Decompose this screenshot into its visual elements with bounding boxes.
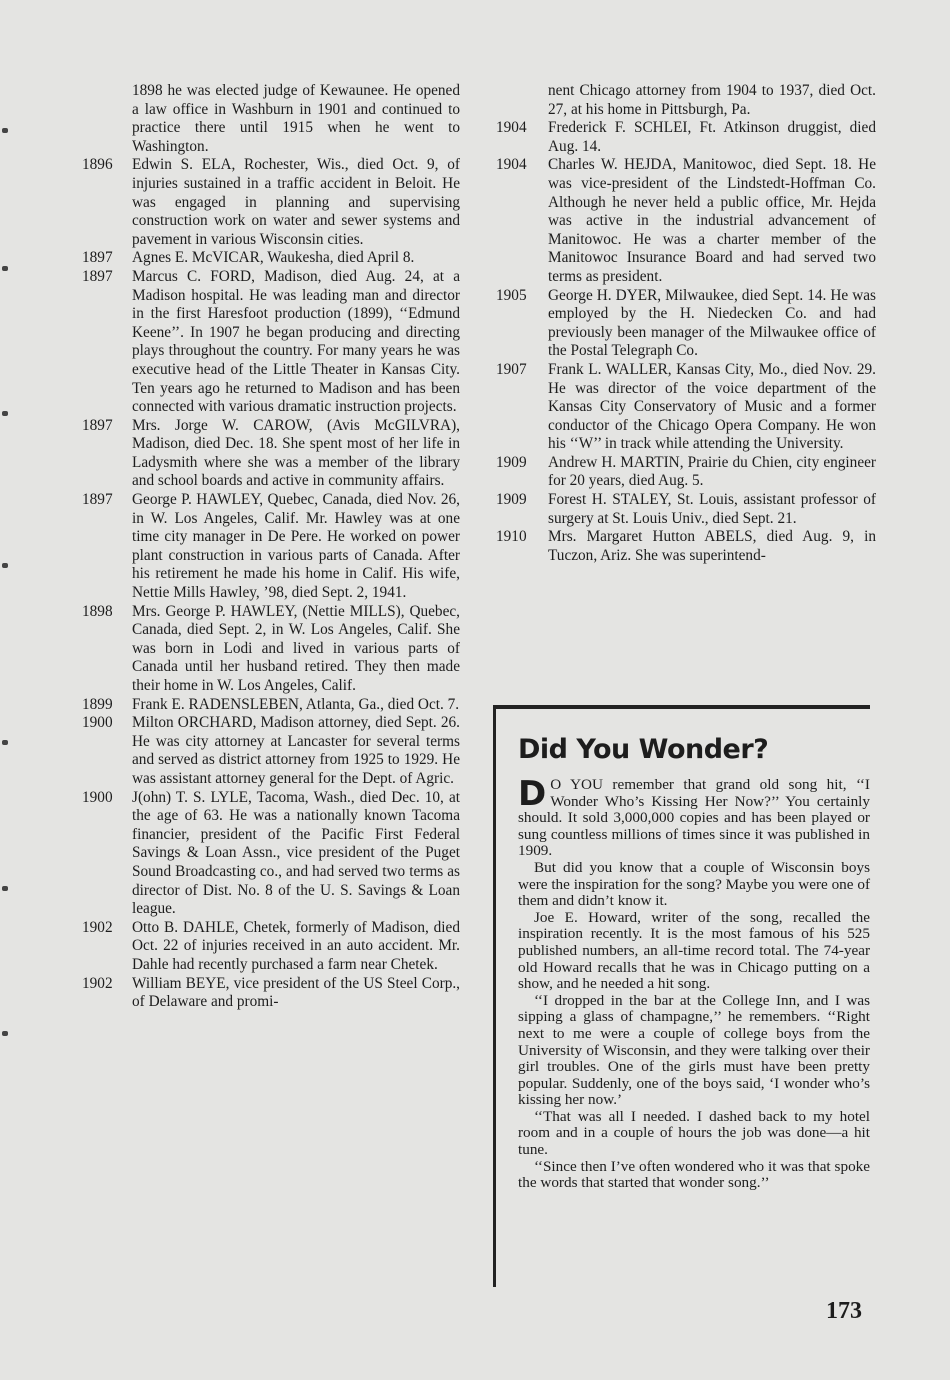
obituary-entry (492, 156, 876, 286)
sidebar-paragraph: Joe E. Howard, writer of the song, recalled the inspiration recently. It is the most famous of his 525 published numbers, an all-time record total. The 74-year old Howard recalls that he was in Chicago putting on a show, and he needed a hit song. (518, 908, 870, 993)
class-year: 1904 (496, 156, 527, 174)
class-year: 1910 (496, 528, 527, 546)
obituary-text: George P. HAWLEY, Quebec, Canada, died Nov. 26, in W. Los Angeles, Calif. Mr. Hawley was at one time city manager in De Pere. He worked on power plant construction in various parts of Canada. After his retirement he made his home in Calif. His wife, Nettie Mills Hawley, ’98, died Sept. 2, 1941. (132, 491, 460, 602)
obituary-text: Mrs. George P. HAWLEY, (Nettie MILLS), Quebec, Canada, died Sept. 2, in W. Los Angeles, Calif. She was born in Lodi and lived in various parts of Canada until her husband retired. They then made their home in W. Los Angeles, Calif. (132, 602, 460, 694)
sidebar-paragraph (518, 774, 870, 860)
obituary-text: Mrs. Margaret Hutton ABELS, died Aug. 9, in Tuczon, Ariz. She was superintend- (548, 528, 876, 564)
obituary-entry (78, 268, 460, 417)
drop-cap: D (518, 774, 547, 814)
binding-mark (2, 886, 8, 891)
obituary-text: Frank E. RADENSLEBEN, Atlanta, Ga., died Oct. 7. (132, 695, 460, 713)
obituary-entry (78, 156, 460, 249)
obituary-text: Frederick F. SCHLEI, Ft. Atkinson druggist, died Aug. 14. (548, 119, 876, 155)
right-column (492, 82, 876, 565)
class-year: 1902 (82, 918, 113, 936)
obituary-text: J(ohn) T. S. LYLE, Tacoma, Wash., died Dec. 10, at the age of 63. He was a nationally known Tacoma financier, president of the Pacific First Federal Savings & Loan Assn., vice president of the Puget Sound Broadcasting co., and had served two terms as director of Dist. No. 8 of the U. S. Savings & Loan league. (132, 788, 460, 918)
continued-text: 1898 he was elected judge of Kewaunee. He opened a law office in Washburn in 1901 and continued to practice there until 1915 when he went to Washington. (132, 82, 460, 155)
obituary-list (492, 119, 876, 565)
binding-mark (2, 266, 8, 271)
sidebar-paragraph: ‘‘That was all I needed. I dashed back to my hotel room and in a couple of hours the job was done—a hit tune. (518, 1107, 870, 1159)
obituary-entry (78, 919, 460, 975)
obituary-entry (492, 528, 876, 565)
sidebar-box (493, 705, 870, 1287)
sidebar-paragraph-text: O YOU remember that grand old song hit, ‘‘I Wonder Who’s Kissing Her Now?’’ You certainly should. It sold 3,000,000 copies and has been played or sung countless millions of times since it was published in 1909. (518, 776, 870, 860)
class-year: 1897 (82, 416, 113, 434)
class-year: 1909 (496, 491, 527, 509)
obituary-text: Frank L. WALLER, Kansas City, Mo., died Nov. 29. He was director of the voice department of the Kansas City Conservatory of Music and a former conductor of the Chicago Opera Company. He won his ‘‘W’’ in track while attending the University. (548, 360, 876, 453)
class-year: 1899 (82, 695, 113, 713)
obituary-entry (78, 491, 460, 603)
binding-mark (2, 563, 8, 568)
obituary-text: Andrew H. MARTIN, Prairie du Chien, city engineer for 20 years, died Aug. 5. (548, 453, 876, 490)
obituary-entry (492, 287, 876, 361)
obituary-entry (78, 714, 460, 788)
binding-mark (2, 740, 8, 745)
binding-mark (2, 128, 8, 133)
obituary-text: Otto B. DAHLE, Chetek, formerly of Madison, died Oct. 22 of injuries received in an auto accident. Mr. Dahle had recently purchased a farm near Chetek. (132, 918, 460, 973)
class-year: 1897 (82, 491, 113, 509)
class-year: 1898 (82, 602, 113, 620)
class-year: 1907 (496, 360, 527, 378)
obituary-entry (492, 491, 876, 528)
class-year: 1905 (496, 286, 527, 304)
obituary-entry (78, 789, 460, 919)
sidebar-paragraph: ‘‘I dropped in the bar at the College Inn, and I was sipping a glass of champagne,’’ he remembers. ‘‘Right next to me were a couple of college boys from the University of Wisconsin, and they were talking over their girl troubles. One of the girls must have been pretty popular. Suddenly, one of the boys said, ‘I wonder who’s kissing her now.’ (518, 991, 870, 1109)
page-number: 173 (826, 1298, 862, 1324)
obituary-entry (492, 361, 876, 454)
obituary-text: William BEYE, vice president of the US Steel Corp., of Delaware and promi- (132, 974, 460, 1011)
obituary-entry (78, 417, 460, 491)
class-year: 1897 (82, 267, 113, 285)
obituary-entry (492, 119, 876, 156)
class-year: 1909 (496, 453, 527, 471)
binding-mark (2, 411, 8, 416)
obituary-text: Forest H. STALEY, St. Louis, assistant professor of surgery at St. Louis Univ., died Sept. 21. (548, 491, 876, 527)
obituary-entry (78, 696, 460, 715)
class-year: 1904 (496, 119, 527, 137)
obituary-entry (78, 249, 460, 268)
binding-mark (2, 1031, 8, 1036)
obituary-entry (78, 975, 460, 1012)
sidebar-title: Did You Wonder? (518, 734, 769, 765)
obituary-text: Charles W. HEJDA, Manitowoc, died Sept. 18. He was vice-president of the Lindstedt-Hoffman Co. Although he never held a public office, Mr. Hejda was active in the industrial advancement of Manitowoc. He was a charter member of the Manitowoc Insurance Board and had served two terms as president. (548, 156, 876, 285)
sidebar-paragraph: But did you know that a couple of Wisconsin boys were the inspiration for the song? Maybe you were one of them and didn’t know it. (518, 858, 870, 910)
obituary-text: Edwin S. ELA, Rochester, Wis., died Oct. 9, of injuries sustained in a traffic accident in Beloit. He was engaged in planning and supervising construction work on water and sewer systems and pavement in various Wisconsin cities. (132, 156, 460, 248)
obituary-text: Milton ORCHARD, Madison attorney, died Sept. 26. He was city attorney at Lancaster for several terms and served as district attorney from 1925 to 1929. He was assistant attorney general for the Dept. of Agric. (132, 714, 460, 787)
continued-text: nent Chicago attorney from 1904 to 1937, died Oct. 27, at his home in Pittsburgh, Pa. (548, 82, 876, 118)
class-year: 1902 (82, 974, 113, 992)
left-column (78, 82, 460, 1012)
obituary-text: Marcus C. FORD, Madison, died Aug. 24, at a Madison hospital. He was leading man and director in the first Haresfoot production (1899), ‘‘Edmund Keene’’. In 1907 he began producing and directing plays throughout the country. For many years he was executive head of the Little Theater in Kansas City. Ten years ago he returned to Madison and has been connected with various dramatic instruction projects. (132, 267, 460, 416)
obituary-text: Mrs. Jorge W. CAROW, (Avis McGILVRA), Madison, died Dec. 18. She spent most of her life in Ladysmith where she was a member of the library and school boards and active in community affairs. (132, 416, 460, 490)
obituary-entry (492, 454, 876, 491)
class-year: 1900 (82, 714, 113, 732)
obituary-list (78, 156, 460, 1011)
class-year: 1896 (82, 156, 113, 174)
obituary-text: George H. DYER, Milwaukee, died Sept. 14. He was employed by the H. Niedecken Co. and had previously been manager of the Milwaukee office of the Postal Telegraph Co. (548, 286, 876, 360)
sidebar-paragraph: ‘‘Since then I’ve often wondered who it was that spoke the words that started that wonder song.’’ (518, 1157, 870, 1192)
class-year: 1900 (82, 788, 113, 806)
obituary-entry (78, 603, 460, 696)
class-year: 1897 (82, 249, 113, 267)
obituary-text: Agnes E. McVICAR, Waukesha, died April 8. (132, 249, 415, 267)
